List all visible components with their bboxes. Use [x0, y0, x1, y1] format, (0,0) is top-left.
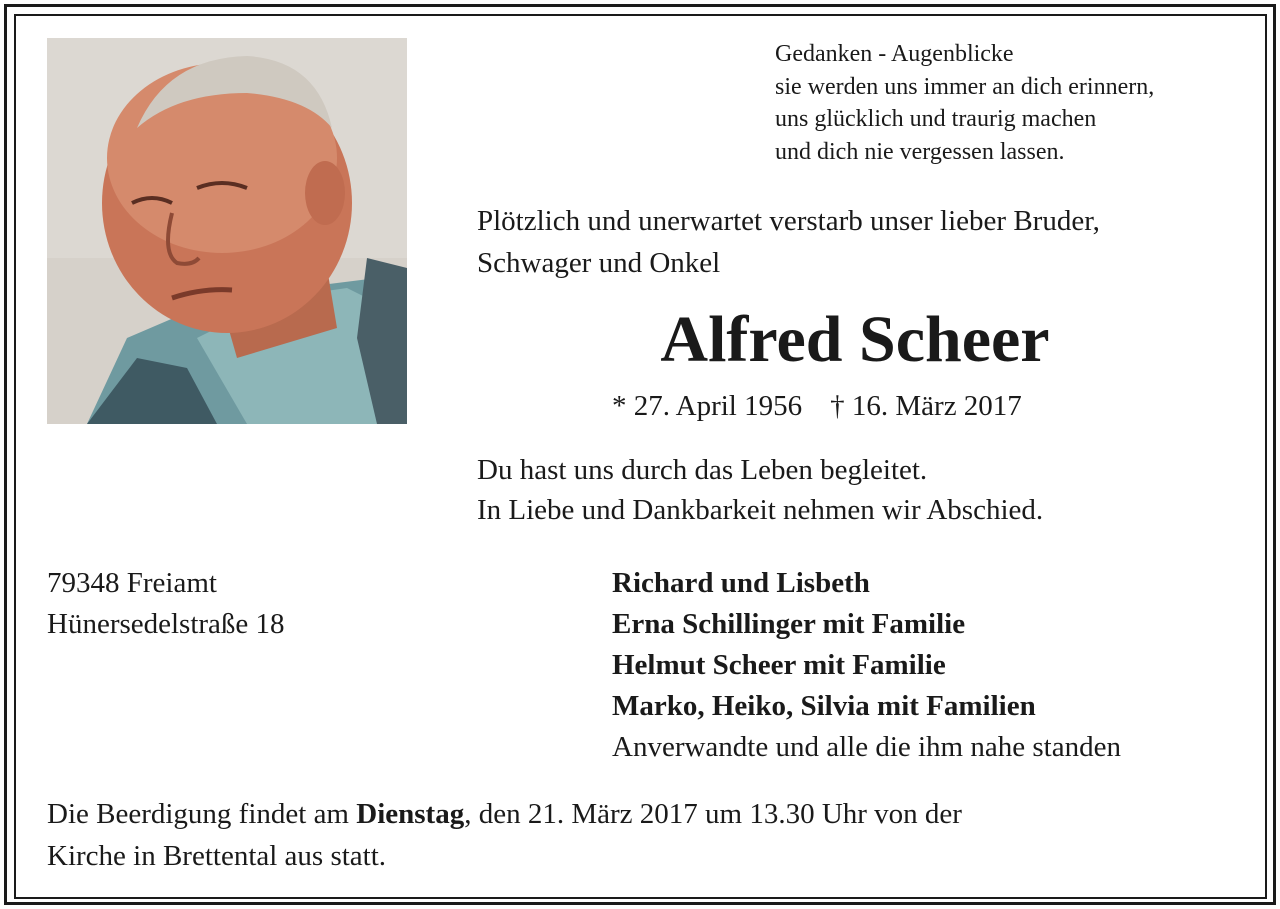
- mourners-list: [612, 563, 1121, 768]
- poem-line: und dich nie vergessen lassen.: [775, 138, 1065, 165]
- farewell-line: In Liebe und Dankbarkeit nehmen wir Abschied.: [477, 494, 1044, 526]
- funeral-post: , den 21. März 2017 um 13.30 Uhr von der: [464, 798, 962, 830]
- deceased-name: Alfred Scheer: [660, 303, 1050, 376]
- mourner-relatives: Anverwandte und alle die ihm nahe standen: [612, 731, 1121, 763]
- farewell-line: Du hast uns durch das Leben begleitet.: [477, 454, 928, 486]
- announcement-line: Plötzlich und unerwartet verstarb unser lieber Bruder,: [477, 205, 1100, 237]
- portrait-photo: [47, 38, 407, 424]
- portrait-illustration: [47, 38, 407, 424]
- address-street: Hünersedelstraße 18: [47, 608, 285, 640]
- funeral-line-1: [47, 793, 962, 835]
- farewell-text: [477, 450, 1043, 530]
- funeral-pre: Die Beerdigung findet am: [47, 798, 357, 830]
- life-dates: [612, 386, 1022, 426]
- mourner-entry: Richard und Lisbeth: [612, 567, 870, 599]
- mourner-entry: Helmut Scheer mit Familie: [612, 649, 946, 681]
- poem-block: [775, 38, 1154, 168]
- announcement-text: [477, 200, 1100, 284]
- address-city: 79348 Freiamt: [47, 567, 217, 599]
- birth-date: * 27. April 1956: [612, 390, 803, 422]
- address-block: [47, 563, 285, 645]
- mourner-entry: Erna Schillinger mit Familie: [612, 608, 966, 640]
- funeral-notice: [47, 793, 962, 877]
- funeral-line-2: Kirche in Brettental aus statt.: [47, 840, 387, 872]
- death-date: † 16. März 2017: [830, 390, 1022, 422]
- announcement-line: Schwager und Onkel: [477, 247, 721, 279]
- funeral-day: Dienstag: [356, 798, 465, 830]
- poem-line: uns glücklich und traurig machen: [775, 106, 1097, 132]
- poem-line: sie werden uns immer an dich erinnern,: [775, 73, 1155, 100]
- poem-line: Gedanken - Augenblicke: [775, 41, 1014, 67]
- mourner-entry: Marko, Heiko, Silvia mit Familien: [612, 690, 1036, 722]
